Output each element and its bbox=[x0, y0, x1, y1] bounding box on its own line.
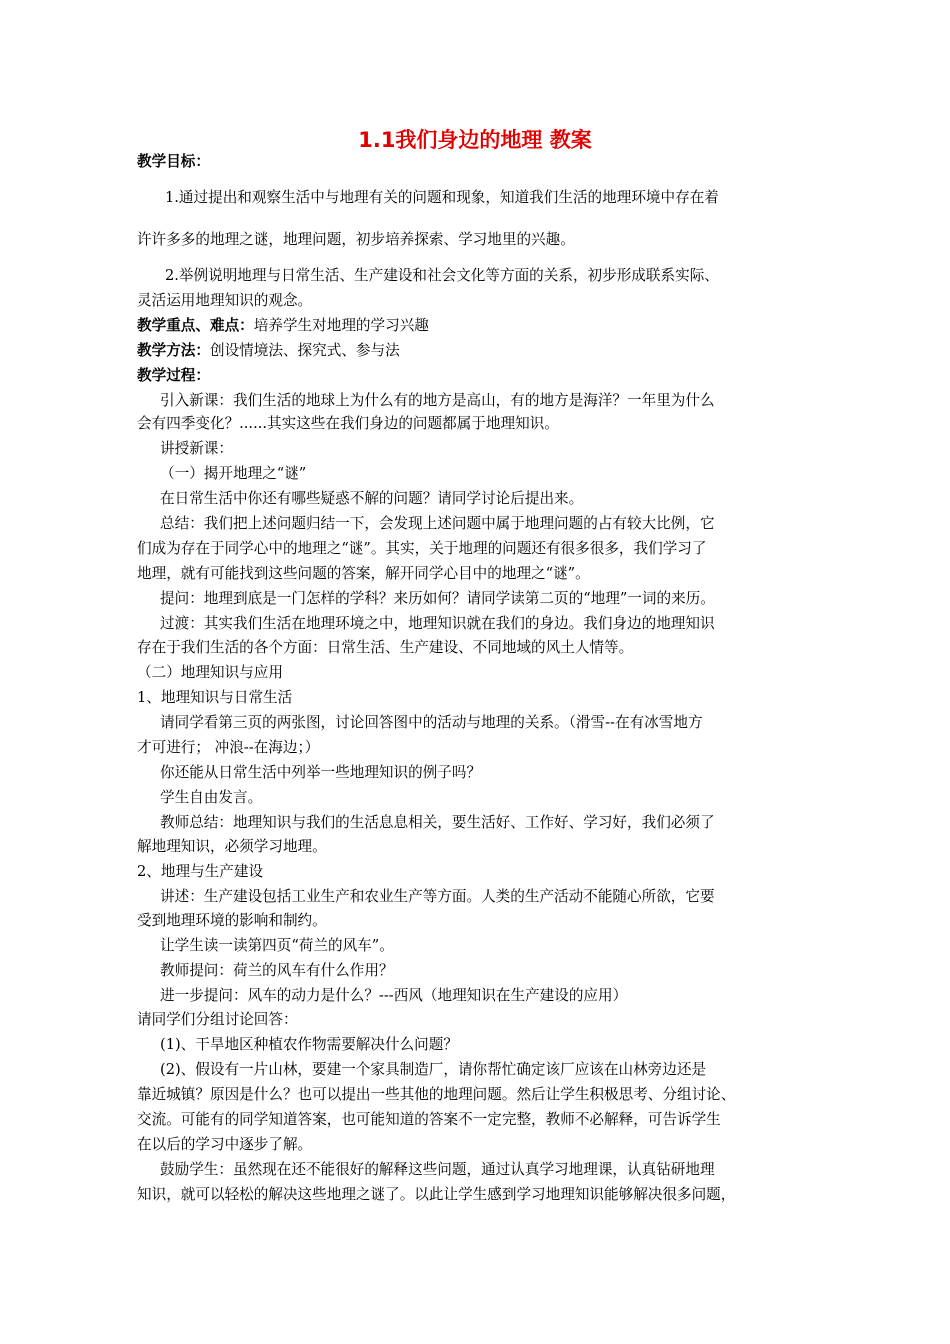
body-line: 请同学看第三页的两张图，讨论回答图中的活动与地理的关系。（滑雪--在有冰雪地方 bbox=[160, 714, 703, 731]
body-line: 会有四季变化？......其实这些在我们身边的问题都属于地理知识。 bbox=[137, 415, 559, 432]
body-line: 地理，就有可能找到这些问题的答案，解开同学心目中的地理之“谜”。 bbox=[137, 565, 590, 582]
method-row bbox=[137, 342, 827, 360]
method-label: 教学方法： bbox=[137, 342, 210, 359]
body-line: 交流。可能有的同学知道答案，也可能知道的答案不一定完整，教师不必解释，可告诉学生 bbox=[137, 1111, 721, 1128]
focus-row bbox=[137, 317, 827, 335]
focus-label: 教学重点、难点： bbox=[137, 317, 254, 334]
body-line: 提问：地理到底是一门怎样的学科？来历如何？请同学读第二页的“地理”一词的来历。 bbox=[160, 590, 715, 607]
body-line: 请同学们分组讨论回答： bbox=[137, 1011, 298, 1028]
body-line: 在日常生活中你还有哪些疑惑不解的问题？请同学讨论后提出来。 bbox=[160, 490, 584, 507]
body-line: 才可进行； 冲浪--在海边；） bbox=[137, 739, 320, 756]
body-line: 知识，就可以轻松的解决这些地理之谜了。以此让学生感到学习地理知识能够解决很多问题， bbox=[137, 1186, 736, 1203]
body-line: （一）揭开地理之“谜” bbox=[160, 465, 307, 482]
body-line: 教师提问：荷兰的风车有什么作用？ bbox=[160, 962, 394, 979]
body-line: 受到地理环境的影响和制约。 bbox=[137, 912, 327, 929]
body-line: (2)、假设有一片山林，要建一个家具制造厂，请你帮忙确定该厂应该在山林旁边还是 bbox=[160, 1061, 707, 1078]
body-line: 靠近城镇？原因是什么？也可以提出一些其他的地理问题。然后让学生积极思考、分组讨论、 bbox=[137, 1086, 736, 1103]
body-line: 鼓励学生：虽然现在还不能很好的解释这些问题，通过认真学习地理课，认真钻研地理 bbox=[160, 1161, 715, 1178]
objective-2-line-2: 灵活运用地理知识的观念。 bbox=[137, 292, 313, 309]
body-line: 你还能从日常生活中列举一些地理知识的例子吗？ bbox=[160, 764, 482, 781]
body-line: 们成为存在于同学心中的地理之“谜”。其实，关于地理的问题还有很多很多，我们学习了 bbox=[137, 540, 707, 557]
subsection-heading: 1、地理知识与日常生活 bbox=[137, 689, 293, 706]
body-line: 存在于我们生活的各个方面：日常生活、生产建设、不同地域的风土人情等。 bbox=[137, 639, 634, 656]
objective-1-line-1: 1.通过提出和观察生活中与地理有关的问题和现象，知道我们生活的地理环境中存在着 bbox=[165, 189, 719, 206]
objectives-heading: 教学目标： bbox=[137, 153, 210, 170]
body-line: 引入新课：我们生活的地球上为什么有的地方是高山，有的地方是海洋？一年里为什么 bbox=[160, 392, 715, 409]
method-text: 创设情境法、探究式、参与法 bbox=[209, 342, 400, 359]
objective-2-line-1: 2.举例说明地理与日常生活、生产建设和社会文化等方面的关系，初步形成联系实际、 bbox=[165, 267, 719, 284]
body-line: (1)、干旱地区种植农作物需要解决什么问题？ bbox=[160, 1036, 458, 1053]
body-line: 讲授新课： bbox=[160, 440, 233, 457]
process-heading: 教学过程： bbox=[137, 367, 210, 384]
body-line: 总结：我们把上述问题归结一下，会发现上述问题中属于地理问题的占有较大比例，它 bbox=[160, 515, 715, 532]
body-line: 过渡：其实我们生活在地理环境之中，地理知识就在我们的身边。我们身边的地理知识 bbox=[160, 615, 715, 632]
section-heading: （二）地理知识与应用 bbox=[137, 664, 283, 681]
body-line: 学生自由发言。 bbox=[160, 789, 263, 806]
document-title: 1.1我们身边的地理 教案 bbox=[358, 128, 592, 152]
subsection-heading: 2、地理与生产建设 bbox=[137, 863, 264, 880]
body-line: 讲述：生产建设包括工业生产和农业生产等方面。人类的生产活动不能随心所欲，它要 bbox=[160, 888, 715, 905]
body-line: 教师总结：地理知识与我们的生活息息相关，要生活好、工作好、学习好，我们必须了 bbox=[160, 814, 715, 831]
body-line: 解地理知识，必须学习地理。 bbox=[137, 838, 327, 855]
body-line: 让学生读一读第四页“荷兰的风车”。 bbox=[160, 937, 394, 954]
body-line: 进一步提问：风车的动力是什么？---西风（地理知识在生产建设的应用） bbox=[160, 987, 628, 1004]
objective-1-line-2: 许许多多的地理之谜，地理问题，初步培养探索、学习地里的兴趣。 bbox=[137, 231, 575, 248]
focus-text: 培养学生对地理的学习兴趣 bbox=[253, 317, 429, 334]
body-line: 在以后的学习中逐步了解。 bbox=[137, 1136, 313, 1153]
